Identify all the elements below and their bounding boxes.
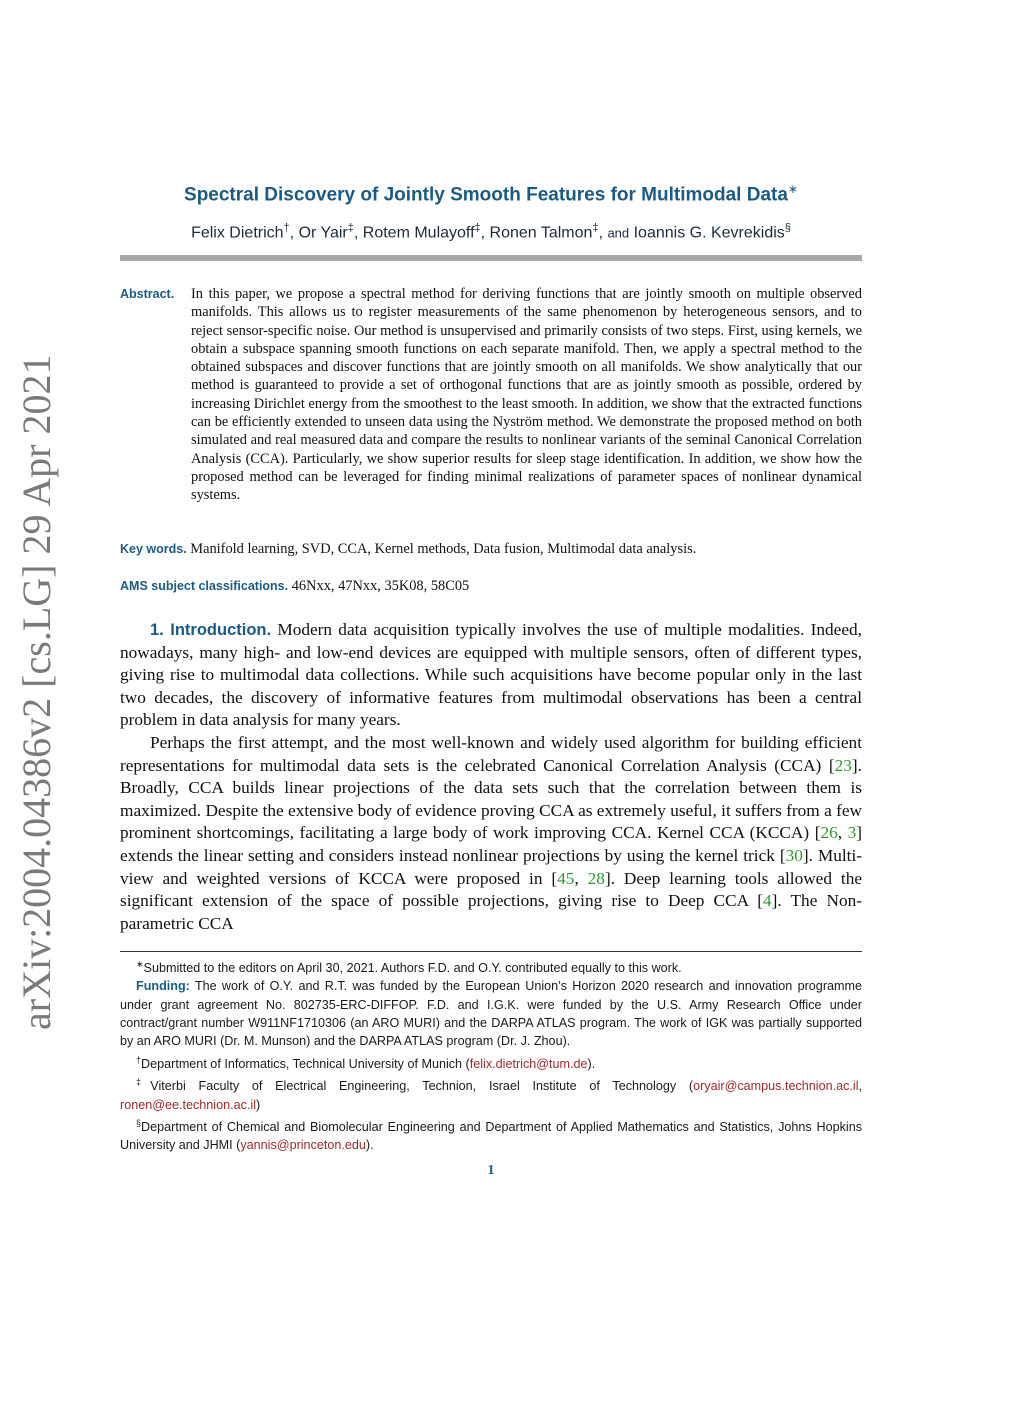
text-run: ] extends the linear setting and considers instead nonlinear projections by using the kernel trick [ (120, 823, 863, 865)
keywords-text: Manifold learning, SVD, CCA, Kernel methods, Data fusion, Multimodal data analysis. (190, 541, 697, 557)
citation-link[interactable]: 28 (587, 868, 605, 888)
footnote-submitted (120, 955, 862, 977)
author-mark: ‡ (592, 222, 599, 234)
citation-link[interactable]: 30 (785, 845, 803, 865)
footnote-mark: ∗ (136, 959, 144, 969)
text-run: Perhaps the first attempt, and the most well-known and widely used algorithm for building efficient representations for multimodal data sets is the celebrated Canonical Correlation Analysis (CCA) [ (120, 732, 862, 775)
intro-paragraph-1 (120, 619, 862, 732)
footnote-affiliation-2 (120, 1073, 862, 1114)
funding-label: Funding: (136, 979, 190, 994)
body-text (120, 619, 862, 935)
citation-link[interactable]: 26 (820, 823, 838, 843)
text-run: ]. Deep learning tools allowed the significant extension of the space of possible projections, giving rise to Deep CCA [ (120, 868, 863, 911)
author-name: Felix Dietrich (191, 224, 284, 242)
footnote-text: ) (256, 1097, 261, 1112)
ams-text: 46Nxx, 47Nxx, 35K08, 58C05 (291, 578, 470, 594)
abstract-label: Abstract. (120, 287, 175, 301)
email-link[interactable]: yannis@princeton.edu (240, 1138, 366, 1153)
footnote-affiliation-1 (120, 1051, 862, 1073)
footnote-text: Department of Chemical and Biomolecular Engineering and Department of Applied Mathematics and Statistics, Johns Hopkins University and JHMI ( (120, 1120, 862, 1153)
author-name: Or Yair (298, 224, 348, 242)
email-link[interactable]: felix.dietrich@tum.de (469, 1056, 588, 1071)
footnote-mark: ‡ (136, 1077, 151, 1088)
arxiv-stamp: arXiv:2004.04386v2 [cs.LG] 29 Apr 2021 (14, 354, 59, 1030)
footnote-affiliation-3 (120, 1114, 862, 1155)
keywords-label: Key words. (120, 542, 187, 556)
footnote-text: ). (587, 1056, 596, 1071)
title-footnote-mark: ∗ (787, 182, 798, 196)
page-number: 1 (487, 1163, 495, 1178)
author-name: Ioannis G. Kevrekidis (633, 224, 785, 242)
intro-paragraph-2 (120, 732, 862, 935)
email-link[interactable]: ronen@ee.technion.ac.il (120, 1097, 257, 1112)
email-link[interactable]: oryair@campus.technion.ac.il (693, 1079, 859, 1094)
authors-and: and (607, 225, 630, 241)
citation-link[interactable]: 3 (847, 823, 857, 843)
footnote-funding (120, 977, 862, 1050)
text-run: , (574, 868, 588, 888)
footnotes (120, 955, 862, 1155)
paper-title (120, 182, 862, 206)
text-run: , (837, 823, 848, 843)
citation-link[interactable]: 45 (557, 868, 575, 888)
footnote-text: The work of O.Y. and R.T. was funded by the European Union’s Horizon 2020 research and innovation programme under grant agreement No. 802735-ERC-DIFFOP. F.D. and I.G.K. were funded by the U.S. Army Research Office under contract/grant number W911NF1710306 (an ARO MURI) and the DARPA ATLAS program. The work of IGK was partially supported by an ARO MURI (Dr. M. Munson) and the DARPA ATLAS program (Dr. J. Zhou). (120, 979, 862, 1049)
footnote-text: , (858, 1079, 862, 1094)
abstract (120, 285, 862, 505)
section-heading: 1. Introduction. (150, 621, 272, 639)
author-mark: § (784, 222, 791, 234)
abstract-text: In this paper, we propose a spectral method for deriving functions that are jointly smooth on multiple observed manifolds. This allows us to register measurements of the same phenomenon by heterogeneous sensors, and to reject sensor-specific noise. Our method is unsupervised and primarily consists of two steps. First, using kernels, we obtain a subspace spanning smooth functions on each separate manifold. Then, we apply a spectral method to the obtained subspaces and discover functions that are jointly smooth on all manifolds. We show analytically that our method is guaranteed to provide a set of orthogonal functions that are as jointly smooth as possible, ordered by increasing Dirichlet energy from the smoothest to the least smooth. In addition, we show that the extracted functions can be efficiently extended to unseen data using the Nyström method. We demonstrate the proposed method on both simulated and real measured data and compare the results to nonlinear variants of the seminal Canonical Correlation Analysis (CCA). Particularly, we show superior results for sleep stage identification. In addition, we show how the proposed method can be leveraged for finding minimal realizations of parameter spaces of nonlinear dynamical systems. (191, 286, 862, 504)
author-name: Rotem Mulayoff (362, 224, 475, 242)
author-mark: † (283, 222, 290, 234)
title-text: Spectral Discovery of Jointly Smooth Features for Multimodal Data (184, 184, 788, 206)
title-divider (120, 255, 862, 261)
paragraph-text: Modern data acquisition typically involves the use of multiple modalities. Indeed, nowadays, many high- and low-end devices are equipped with multiple sensors, often of different types, giving rise to multimodal data collections. While such acquisitions have become popular only in the last two decades, the discovery of informative features from multimodal observations has been a central problem in data analysis for many years. (120, 620, 862, 730)
footnote-text: Department of Informatics, Technical University of Munich ( (141, 1056, 470, 1071)
footnote-text: Viterbi Faculty of Electrical Engineering, Technion, Israel Institute of Technology ( (150, 1079, 694, 1094)
ams-label: AMS subject classifications. (120, 579, 289, 593)
footnote-mark: § (136, 1117, 142, 1128)
text-run: ]. Broadly, CCA builds linear projections of the data sets such that the correlation between them is maximized. Despite the extensive body of evidence proving CCA as extremely useful, it suffers from a few prominent shortcomings, facilitating a large body of work improving CCA. Kernel CCA (KCCA) [ (120, 755, 862, 843)
ams-classifications (120, 578, 862, 595)
citation-link[interactable]: 23 (834, 755, 852, 775)
author-mark: ‡ (474, 222, 481, 234)
author-list: Felix Dietrich†, Or Yair‡, Rotem Mulayoff‡, Ronen Talmon‡, and Ioannis G. Kevrekidis§ (191, 222, 791, 242)
footnote-text: ). (365, 1138, 374, 1153)
footnote-text: Submitted to the editors on April 30, 2021. Authors F.D. and O.Y. contributed equally to this work. (143, 961, 682, 976)
footnote-mark: † (136, 1054, 142, 1065)
citation-link[interactable]: 4 (762, 891, 772, 911)
author-mark: ‡ (347, 222, 354, 234)
text-run: ]. Multi-view and weighted versions of KCCA were proposed in [ (120, 845, 862, 888)
footnote-divider (120, 951, 862, 952)
text-run: ]. The Non-parametric CCA (120, 891, 862, 933)
author-name: Ronen Talmon (489, 224, 593, 242)
keywords (120, 541, 862, 558)
